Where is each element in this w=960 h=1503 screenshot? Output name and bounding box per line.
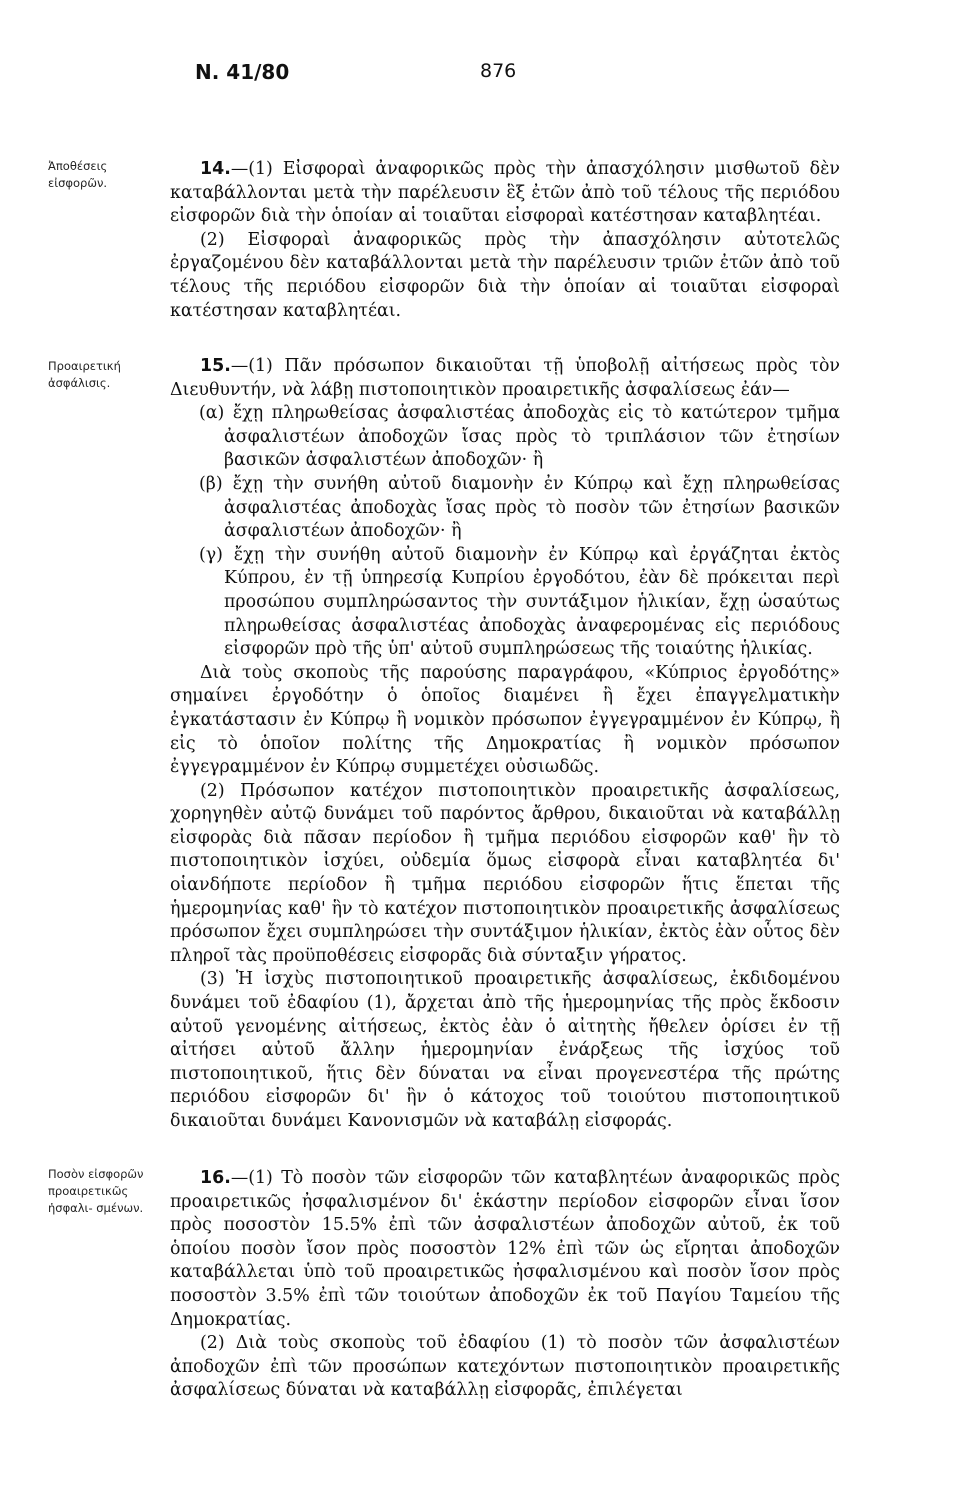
section-15-paragraph-2: (2) Πρόσωπον κατέχον πιστοποιητικὸν προαιρετικῆς ἀσφαλίσεως, χορηγηθὲν αὐτῷ δυνάμει τοῦ παρόντος ἄρθρου, δικαιοῦται νὰ καταβάλλῃ εἰσφορὰς διὰ πᾶσαν περίοδον ἢ τμῆμα περιόδου εἰσφορῶν καθ' ἣν τὸ πιστοποιητικὸν ἰσχύει, οὐδεμία ὅμως εἰσφορὰ εἶναι καταβλητέα δι' οἱανδήποτε περίοδον ἢ τμῆμα περιόδου εἰσφορῶν ἥτις ἕπεται τῆς ἡμερομηνίας καθ' ἣν τὸ κατέχον πιστοποιητικὸν προαιρετικῆς ἀσφαλίσεως πρόσωπον ἔχει συμπληρώσει τὴν συντάξιμον ἡλικίαν, ἐκτὸς ἐὰν οὗτος δὲν πληροῖ τὰς προϋποθέσεις εἰσφορᾶς διὰ σύνταξιν γήρατος. [170,780,840,966]
section-15-item-b: (β) ἔχῃ τὴν συνήθη αὐτοῦ διαμονὴν ἐν Κύπρῳ καὶ ἔχῃ πληρωθείσας ἀσφαλιστέας ἀποδοχὰς ἴσας πρὸς τὸ ποσὸν τῶν ἐτησίων βασικῶν ἀσφαλιστέων ἀποδοχῶν· ἢ [199,473,840,542]
section-15 [170,355,840,1134]
section-14-paragraph-1 [170,158,840,229]
section-15-paragraph-3: (3) Ἡ ἰσχὺς πιστοποιητικοῦ προαιρετικῆς ἀσφαλίσεως, ἐκδιδομένου δυνάμει τοῦ ἐδαφίου (1), ἄρχεται ἀπὸ τῆς ἡμερομηνίας τῆς πρὸς ἔκδοσιν αὐτοῦ γενομένης αἰτήσεως, ἐκτὸς ἐὰν ὁ αἰτητὴς ἤθελεν ὁρίσει ἐν τῇ αἰτήσει αὐτοῦ ἄλλην ἡμερομηνίαν ἐνάρξεως τῆς ἰσχύος τοῦ πιστοποιητικοῦ, ἥτις δὲν δύναται να εἶναι προγενεστέρα τῆς πρώτης περιόδου εἰσφορῶν δι' ἣν ὁ κάτοχος τοῦ τοιούτου πιστοποιητικοῦ δικαιοῦται δυνάμει Κανονισμῶν νὰ καταβάλῃ εἰσφοράς. [170,969,840,1131]
section-15-number: 15. [200,356,231,376]
page-number: 876 [480,60,517,82]
section-16-paragraph-2: (2) Διὰ τοὺς σκοποὺς τοῦ ἐδαφίου (1) τὸ ποσὸν τῶν ἀσφαλιστέων ἀποδοχῶν ἐπὶ τῶν προσώπων κατεχόντων πιστοποιητικὸν προαιρετικῆς ἀσφαλίσεως δύναται νὰ καταβάλλῃ εἰσφορᾶς, ἐπιλέγεται [170,1333,840,1401]
section-14 [170,158,840,323]
section-14-number: 14. [200,159,231,179]
section-15-item-c: (γ) ἔχῃ τὴν συνήθη αὐτοῦ διαμονὴν ἐν Κύπρῳ καὶ ἐργάζηται ἐκτὸς Κύπρου, ἐν τῇ ὑπηρεσίᾳ Κυπρίου ἐργοδότου, ἐὰν δὲ πρόκειται περὶ προσώπου συμπληρώσαντος τὴν συντάξιμον ἡλικίαν, ἔχῃ ὡσαύτως πληρωθείσας ἀσφαλιστέας ἀποδοχὰς ἀναφερομένας εἰς περιόδους εἰσφορῶν πρὸ τῆς ὑπ' αὐτοῦ συμπληρώσεως τῆς τοιαύτης ἡλικίας. [199,544,840,660]
page-header [0,60,960,100]
section-16-para1-text: —(1) Τὸ ποσὸν τῶν εἰσφορῶν τῶν καταβλητέων ἀναφορικῶς πρὸς προαιρετικῶς ἠσφαλισμένον δι' ἑκάστην περίοδον εἰσφορῶν εἶναι ἴσον πρὸς ποσοστὸν 15.5% ἐπὶ τῶν ἀσφαλιστέων ἀποδοχῶν αὐτοῦ, ἐκ τοῦ ὁποίου ποσὸν ἴσον πρὸς ποσοστὸν 12% ἐπὶ τῶν ὡς εἴρηται ἀποδοχῶν καταβάλλεται ὑπὸ τοῦ προαιρετικῶς ἠσφαλισμένου καὶ ποσὸν ἴσον πρὸς ποσοστὸν 3.5% ἐπὶ τῶν τοιούτων ἀποδοχῶν ἐκ τοῦ Παγίου Ταμείου τῆς Δημοκρατίας. [170,1168,840,1330]
margin-note-contributions: Ἀποθέσεις εἰσφορῶν. [48,159,108,190]
section-16-number: 16. [200,1168,231,1188]
section-15-definition: Διὰ τοὺς σκοποὺς τῆς παρούσης παραγράφου, «Κύπριος ἐργοδότης» σημαίνει ἐργοδότην ὁ ὁποῖος διαμένει ἢ ἔχει ἐπαγγελματικὴν ἐγκατάστασιν ἐν Κύπρῳ ἢ νομικὸν πρόσωπον ἐγγεγραμμένον ἐν Κύπρῳ, ἢ εἰς τὸ ὁποῖον πολίτης τῆς Δημοκρατίας ἢ νομικὸν πρόσωπον ἐγγεγραμμένον ἐν Κύπρῳ συμμετέχει οὐσιωδῶς. [170,662,840,778]
section-16-paragraph-1 [170,1167,840,1332]
margin-note-optional-insurance: Προαιρετική ἀσφάλισις. [48,359,121,390]
gazette-reference: N. 41/80 [195,60,290,84]
section-15-intro-text: —(1) Πᾶν πρόσωπον δικαιοῦται τῇ ὑποβολῇ αἰτήσεως πρὸς τὸν Διευθυντήν, νὰ λάβῃ πιστοποιητικὸν προαιρετικῆς ἀσφαλίσεως ἐάν— [170,356,840,400]
margin-note-contribution-amount: Ποσὸν εἰσφορῶν προαιρετικῶς ἠσφαλι- σμένων. [48,1167,144,1215]
section-16 [170,1167,840,1403]
section-14-paragraph-2: (2) Εἰσφοραὶ ἀναφορικῶς πρὸς τὴν ἀπασχόλησιν αὐτοτελῶς ἐργαζομένου δὲν καταβάλλονται μετὰ τὴν παρέλευσιν τριῶν ἐτῶν ἀπὸ τοῦ τέλους τῆς περιόδου εἰσφορῶν διὰ τὴν ὁποίαν αἱ τοιαῦται εἰσφοραὶ κατέστησαν καταβλητέαι. [170,229,840,321]
section-14-para1-text: —(1) Εἰσφοραὶ ἀναφορικῶς πρὸς τὴν ἀπασχόλησιν μισθωτοῦ δὲν καταβάλλονται μετὰ τὴν παρέλευσιν ἓξ ἐτῶν ἀπὸ τοῦ τέλους τῆς περιόδου εἰσφορῶν διὰ τὴν ὁποίαν αἱ τοιαῦται εἰσφοραὶ κατέστησαν καταβλητέαι. [170,159,840,227]
section-15-item-a: (α) ἔχῃ πληρωθείσας ἀσφαλιστέας ἀποδοχὰς εἰς τὸ κατώτερον τμῆμα ἀσφαλιστέων ἀποδοχῶν ἴσας πρὸς τὸ τριπλάσιον τῶν ἐτησίων βασικῶν ἀσφαλιστέων ἀποδοχῶν· ἢ [199,403,840,471]
section-15-paragraph-1 [170,355,840,402]
